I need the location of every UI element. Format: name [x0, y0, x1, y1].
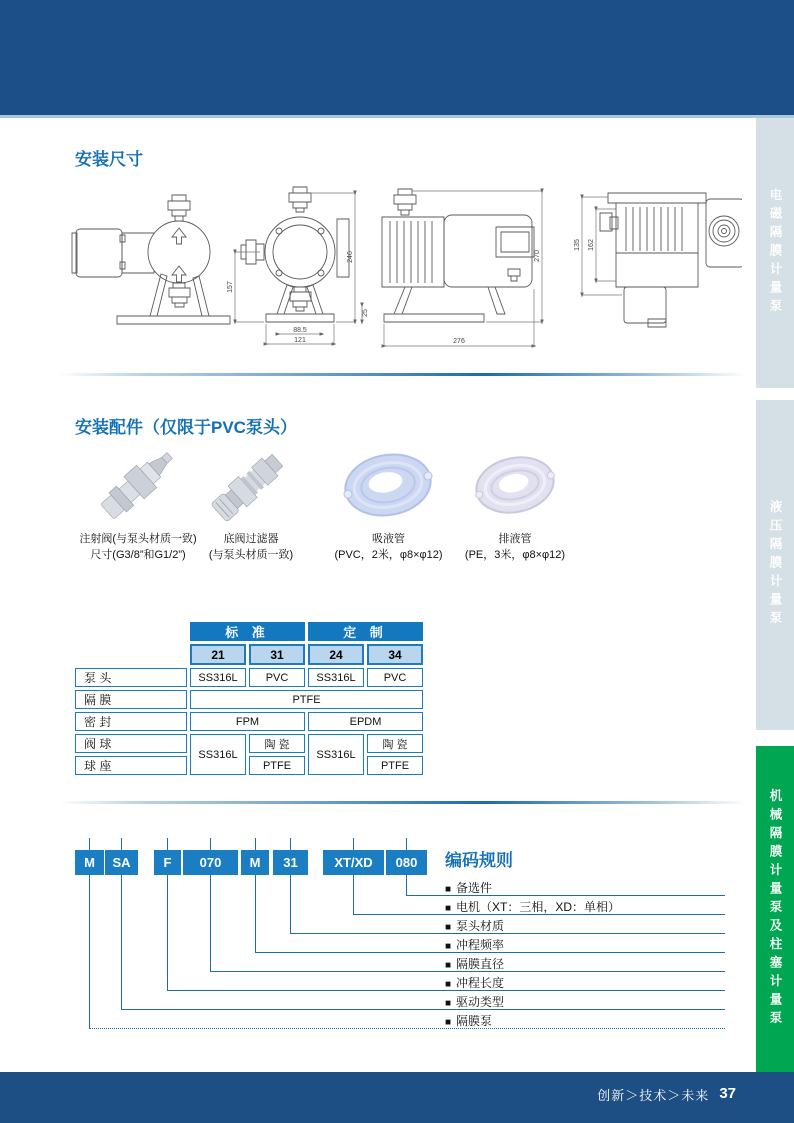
pump-top-view	[574, 193, 742, 327]
dim-135-label: 135	[574, 239, 581, 251]
code-item-drive-type	[445, 993, 504, 1010]
code-item-diaphragm-pump	[445, 1012, 492, 1029]
code-box-xtxd: XT/XD	[323, 850, 384, 875]
square-bullet-icon: ■	[445, 979, 452, 990]
code-item-label: 泵头材质	[456, 919, 505, 933]
table-cell: PTFE	[190, 690, 423, 709]
coding-rules-diagram	[75, 838, 725, 1040]
table-cell: SS316L	[190, 734, 246, 775]
page-footer	[0, 1072, 794, 1123]
table-cell: SS316L	[308, 668, 364, 687]
sidebar-tab-label: 电磁隔膜计量泵	[768, 188, 782, 318]
code-box-m1: M	[75, 850, 104, 875]
dim-276-label: 276	[453, 338, 465, 345]
suction-tube-photo	[338, 443, 438, 528]
code-box-080: 080	[386, 850, 427, 875]
sidebar-tab-label: 机械隔膜计量泵及柱塞计量泵	[768, 788, 782, 1030]
square-bullet-icon: ■	[445, 884, 452, 895]
code-item-label: 电机（XT：三相，XD：单相）	[456, 900, 621, 914]
dim-25-label: 25	[362, 309, 369, 317]
code-item-stroke-frequency	[445, 936, 504, 953]
code-item-label: 冲程长度	[456, 976, 505, 990]
code-item-motor	[445, 898, 620, 915]
table-cell: PVC	[367, 668, 423, 687]
dim-121-label: 121	[294, 337, 306, 344]
code-box-m2: M	[241, 850, 269, 875]
row-label-diaphragm: 隔 膜	[75, 690, 187, 709]
pump-front-view	[227, 187, 369, 344]
code-item-stroke-length	[445, 974, 504, 991]
section-title-install-dimensions: 安装尺寸	[75, 150, 143, 169]
code-box-070: 070	[183, 850, 238, 875]
injection-valve-photo	[95, 443, 180, 528]
code-item-label: 隔膜直径	[456, 957, 505, 971]
code-item-label: 驱动类型	[456, 995, 505, 1009]
row-label-pump-head: 泵 头	[75, 668, 187, 687]
pump-technical-drawings	[60, 183, 742, 361]
section-divider	[58, 373, 746, 376]
code-item-label: 冲程频率	[456, 938, 505, 952]
group-header-custom: 定 制	[308, 622, 423, 641]
accessory-name: 排液管	[498, 533, 532, 545]
square-bullet-icon: ■	[445, 998, 452, 1009]
row-label-ball-seat: 球 座	[75, 756, 187, 775]
section-title-accessories: 安装配件（仅限于PVC泵头）	[75, 418, 297, 437]
table-corner	[75, 622, 187, 641]
table-cell: 陶 瓷	[249, 734, 305, 753]
accessory-spec: 尺寸(G3/8”和G1/2”)	[90, 549, 186, 561]
dim-162-label: 162	[588, 239, 595, 251]
discharge-tube-photo	[468, 443, 563, 528]
table-cell: 陶 瓷	[367, 734, 423, 753]
table-corner	[75, 644, 187, 665]
accessory-name: 吸液管	[372, 533, 405, 545]
section-divider	[58, 801, 746, 804]
group-header-standard: 标 准	[190, 622, 305, 641]
table-cell: PTFE	[367, 756, 423, 775]
code-box-31: 31	[273, 850, 308, 875]
dim-246-label: 246	[347, 251, 354, 263]
sidebar-tab-mechanical-pump[interactable]	[756, 746, 794, 1072]
square-bullet-icon: ■	[445, 922, 452, 933]
dim-157-label: 157	[227, 281, 234, 293]
sidebar-tab-solenoid-pump[interactable]	[756, 118, 794, 388]
table-cell: SS316L	[190, 668, 246, 687]
code-item-head-material	[445, 917, 504, 934]
square-bullet-icon: ■	[445, 903, 452, 914]
table-cell: PVC	[249, 668, 305, 687]
top-banner	[0, 0, 794, 115]
square-bullet-icon: ■	[445, 941, 452, 952]
code-item-options	[445, 879, 492, 896]
row-label-valve-ball: 阀 球	[75, 734, 187, 753]
accessory-name: 底阀过滤器	[223, 533, 279, 545]
accessory-spec: (PE，3米，φ8×φ12)	[464, 549, 566, 561]
coding-rules-title: 编码规则	[445, 851, 513, 870]
dim-270-label: 270	[534, 250, 541, 262]
square-bullet-icon: ■	[445, 1017, 452, 1028]
table-cell: PTFE	[249, 756, 305, 775]
page-number: 37	[719, 1085, 736, 1102]
code-header-24: 24	[308, 644, 364, 665]
code-header-21: 21	[190, 644, 246, 665]
table-cell: SS316L	[308, 734, 364, 775]
accessory-spec: (PVC，2米，φ8×φ12)	[334, 549, 443, 561]
pump-side-view-right	[382, 189, 542, 346]
table-cell: EPDM	[308, 712, 423, 731]
code-box-f: F	[154, 850, 181, 875]
foot-valve-filter-photo	[208, 443, 293, 528]
sidebar-tab-hydraulic-pump[interactable]	[756, 400, 794, 730]
footer-slogan: 创新＞技术＞未来	[597, 1088, 710, 1103]
accessory-caption-foot-valve	[190, 531, 312, 563]
accessory-name: 注射阀(与泵头材质一致)	[79, 533, 197, 545]
accessory-spec: (与泵头材质一致)	[208, 549, 294, 561]
code-header-34: 34	[367, 644, 423, 665]
code-item-diaphragm-diameter	[445, 955, 504, 972]
accessory-caption-discharge-tube	[450, 531, 580, 563]
square-bullet-icon: ■	[445, 960, 452, 971]
pump-side-view-left	[72, 195, 230, 324]
code-item-label: 隔膜泵	[456, 1014, 493, 1028]
sidebar-tab-label: 液压隔膜计量泵	[768, 500, 782, 630]
accessory-caption-suction-tube	[316, 531, 461, 563]
materials-table	[75, 622, 425, 775]
dim-885-label: 88.5	[293, 327, 307, 334]
row-label-seal: 密 封	[75, 712, 187, 731]
code-header-31: 31	[249, 644, 305, 665]
table-cell: FPM	[190, 712, 305, 731]
code-box-sa: SA	[105, 850, 138, 875]
code-item-label: 备选件	[456, 881, 493, 895]
top-banner-edge	[0, 115, 794, 118]
